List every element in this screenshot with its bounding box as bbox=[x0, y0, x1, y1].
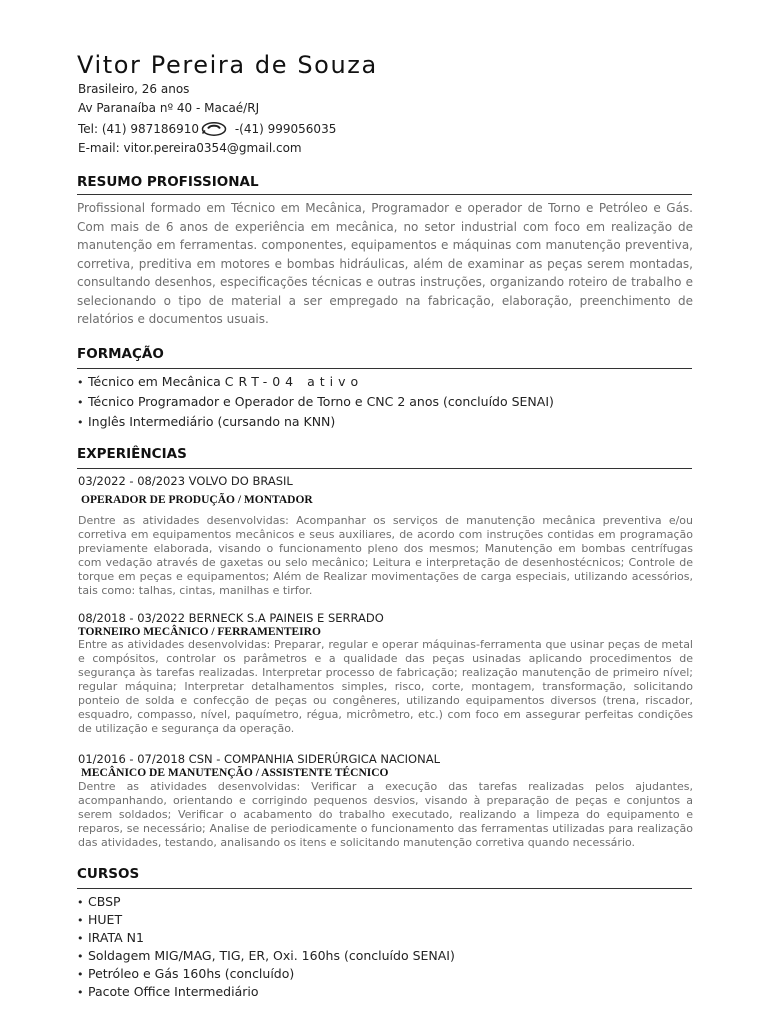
courses-title: CURSOS bbox=[77, 866, 140, 882]
course-item bbox=[77, 965, 455, 983]
courses-list bbox=[77, 893, 455, 1001]
nationality-age: Brasileiro, 26 anos bbox=[78, 82, 190, 96]
course-text: HUET bbox=[88, 912, 123, 927]
bullet: • bbox=[77, 914, 84, 927]
bullet: • bbox=[77, 986, 84, 999]
job-role: TORNEIRO MECÂNICO / FERRAMENTEIRO bbox=[78, 626, 321, 638]
course-item bbox=[77, 947, 455, 965]
bullet: • bbox=[77, 932, 84, 945]
bullet: • bbox=[77, 396, 84, 409]
course-item bbox=[77, 911, 455, 929]
course-item bbox=[77, 983, 455, 1001]
experience-divider bbox=[77, 468, 692, 469]
education-divider bbox=[77, 368, 692, 369]
job-header: 08/2018 - 03/2022 BERNECK S.A PAINEIS E SERRADO bbox=[78, 611, 384, 625]
education-item bbox=[77, 372, 554, 392]
education-item bbox=[77, 392, 554, 412]
bullet: • bbox=[77, 416, 84, 429]
course-text: Petróleo e Gás 160hs (concluído) bbox=[88, 966, 295, 981]
job-description: Entre as atividades desenvolvidas: Preparar, regular e operar máquinas-ferramenta que usinar peças de metal e compósitos, controlar os parâmetros e a qualidade das peças usinadas aplicando procedimentos de segurança às tarefas realizadas. Interpretar processo de fabricação; realização manutenção de primeiro nível; regular máquina; Interpretar detalhamentos simples, risco, corte, montagem, transformação, solicitando ponteio de solda e confecção de peças ou congêneres, utilizando equipamentos diversos (trena, riscador, esquadro, compasso, nível, paquímetro, régua, micrômetro, etc.) com foco em assegurar perfeitas condições de utilização e segurança da operação. bbox=[78, 638, 693, 735]
experience-title: EXPERIÊNCIAS bbox=[77, 446, 187, 462]
course-text: IRATA N1 bbox=[88, 930, 144, 945]
education-title: FORMAÇÃO bbox=[77, 346, 164, 362]
email: E-mail: vitor.pereira0354@gmail.com bbox=[78, 141, 302, 155]
phone-secondary: -(41) 999056035 bbox=[231, 122, 337, 136]
whatsapp-icon bbox=[199, 121, 229, 140]
education-text: Técnico em Mecânica bbox=[88, 374, 225, 389]
bullet: • bbox=[77, 896, 84, 909]
course-text: Pacote Office Intermediário bbox=[88, 984, 259, 999]
education-list bbox=[77, 372, 554, 432]
course-item bbox=[77, 929, 455, 947]
candidate-name: Vitor Pereira de Souza bbox=[77, 51, 378, 79]
job-header: 03/2022 - 08/2023 VOLVO DO BRASIL bbox=[78, 474, 293, 488]
bullet: • bbox=[77, 950, 84, 963]
summary-title: RESUMO PROFISSIONAL bbox=[77, 174, 259, 190]
job-description: Dentre as atividades desenvolvidas: Verificar a execução das tarefas realizadas pelos ajudantes, acompanhando, orientando e corrigindo pequenos desvios, visando à preparação de peças e conjuntos a serem soldados; Verificar o acabamento do trabalho executado, realizando a limpeza do equipamento e reparos, se necessário; Analise de periodicamente o funcionamento das ferramentas utilizadas para realização das atividades, testando, analisando os itens e solicitando manutenção corretiva quando necessário. bbox=[78, 780, 693, 849]
address: Av Paranaíba nº 40 - Macaé/RJ bbox=[78, 101, 260, 115]
bullet: • bbox=[77, 376, 84, 389]
registration-status: CRT-04 ativo bbox=[224, 374, 364, 389]
summary-divider bbox=[77, 194, 692, 195]
education-text: Inglês Intermediário (cursando na KNN) bbox=[88, 414, 336, 429]
courses-divider bbox=[77, 888, 692, 889]
job-header: 01/2016 - 07/2018 CSN - COMPANHIA SIDERÚRGICA NACIONAL bbox=[78, 752, 440, 766]
summary-text: Profissional formado em Técnico em Mecânica, Programador e operador de Torno e Petróleo e Gás. Com mais de 6 anos de experiência em mecânica, no setor industrial com foco em realização de manutenção em ferramentas. componentes, equipamentos e máquinas com manutenção preventiva, corretiva, preditiva em motores e bombas hidráulicas, além de examinar as peças serem montadas, consultando desenhos, especificações técnicas e outras instruções, organizando roteiro de trabalho e selecionando o tipo de material a ser empregado na fabricação, elaboração, preenchimento de relatórios e documentos usuais. bbox=[77, 201, 693, 326]
course-text: Soldagem MIG/MAG, TIG, ER, Oxi. 160hs (concluído SENAI) bbox=[88, 948, 455, 963]
course-item bbox=[77, 893, 455, 911]
phone-primary: Tel: (41) 987186910 bbox=[78, 122, 200, 136]
job-role: MECÂNICO DE MANUTENÇÃO / ASSISTENTE TÉCNICO bbox=[81, 767, 389, 779]
job-description: Dentre as atividades desenvolvidas: Acompanhar os serviços de manutenção mecânica preventiva e/ou corretiva em equipamentos mecânicos e seus auxiliares, de acordo com instruções contidas em programação previamente elaborada, visando o funcionamento pleno dos mesmos; Manutenção em bombas centrífugas com vedação através de gaxetas ou selo mecânico; Leitura e interpretação de desenhostécnicos; Controle de torque em peças e equipamentos; Além de Realizar movimentações de carga especiais, utilizando acessórios, tais como: talhas, cintas, manilhas e tirfor. bbox=[78, 514, 693, 597]
job-role: OPERADOR DE PRODUÇÃO / MONTADOR bbox=[81, 494, 313, 506]
course-text: CBSP bbox=[88, 894, 121, 909]
education-item bbox=[77, 412, 554, 432]
phone-line bbox=[78, 121, 336, 140]
education-text: Técnico Programador e Operador de Torno e CNC 2 anos (concluído SENAI) bbox=[88, 394, 554, 409]
bullet: • bbox=[77, 968, 84, 981]
